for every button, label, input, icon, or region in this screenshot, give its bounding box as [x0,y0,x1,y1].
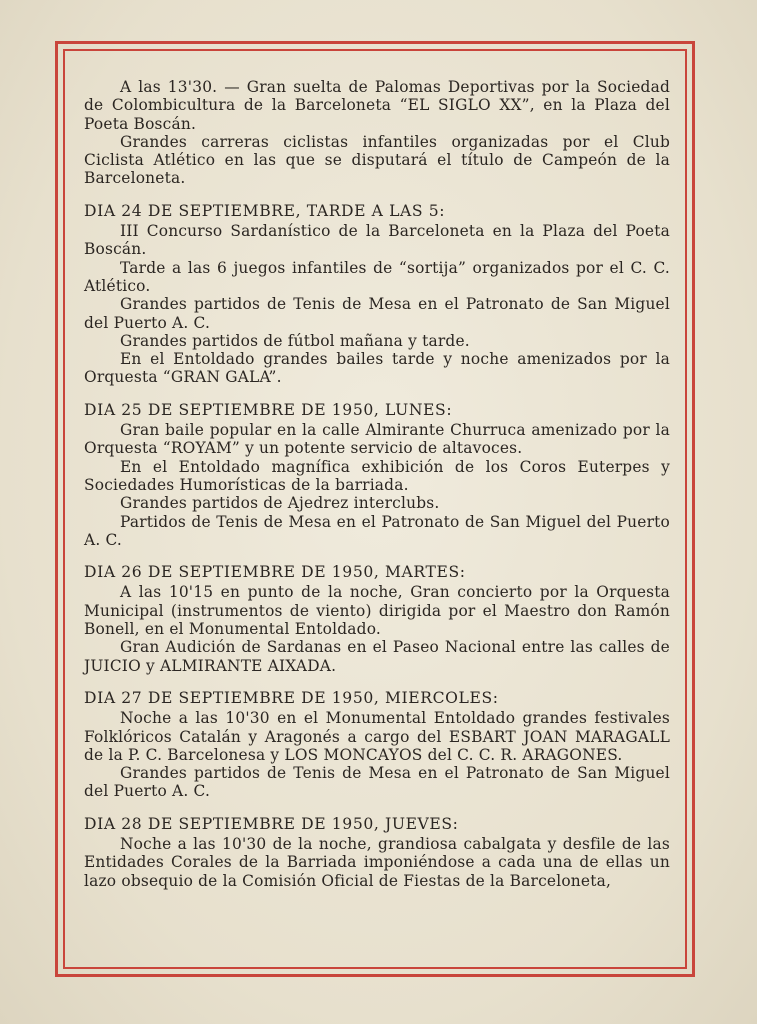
event-item: A las 10'15 en punto de la noche, Gran concierto por la Orquesta Municipal (instrumentos de viento) dirigida por el Maestro don Ramón Bonell, en el Monumental Entoldado. [84,583,670,639]
event-item: Grandes partidos de Tenis de Mesa en el Patronato de San Miguel del Puerto A. C. [84,295,670,332]
event-item: Tarde a las 6 juegos infantiles de “sortija” organizados por el C. C. Atlético. [84,258,670,295]
event-item: Partidos de Tenis de Mesa en el Patronato de San Miguel del Puerto A. C. [84,512,670,549]
event-item: Grandes partidos de fútbol mañana y tarde. [120,331,470,350]
day-section-26 [84,563,670,675]
event-item: Grandes partidos de Ajedrez interclubs. [120,494,440,513]
day-section-28 [84,815,670,890]
day-section-25 [84,401,670,549]
intro-paragraph-1: A las 13'30. — Gran suelta de Palomas Deportivas por la Sociedad de Colombicultura de la Barceloneta “EL SIGLO XX”, en la Plaza del Poeta Boscán. [84,78,670,133]
day-heading: DIA 27 DE SEPTIEMBRE DE 1950, MIERCOLES: [84,688,499,707]
event-item: Gran baile popular en la calle Almirante Churruca amenizado por la Orquesta “ROYAM” y un potente servicio de altavoces. [84,421,670,458]
day-section-27 [84,689,670,801]
day-heading: DIA 24 DE SEPTIEMBRE, TARDE A LAS 5: [84,201,446,220]
day-heading: DIA 26 DE SEPTIEMBRE DE 1950, MARTES: [84,563,466,582]
day-heading: DIA 25 DE SEPTIEMBRE DE 1950, LUNES: [84,400,453,419]
day-section-24 [84,202,670,387]
event-item: III Concurso Sardanístico de la Barceloneta en la Plaza del Poeta Boscán. [84,222,670,259]
intro-paragraph-2: Grandes carreras ciclistas infantiles organizadas por el Club Ciclista Atlético en las que se disputará el título de Campeón de la Barceloneta. [84,132,670,188]
event-item: En el Entoldado magnífica exhibición de los Coros Euterpes y Sociedades Humorísticas de la barriada. [84,457,670,494]
event-item: Noche a las 10'30 en el Monumental Entoldado grandes festivales Folklóricos Catalán y Aragonés a cargo del ESBART JOAN MARAGALL de la P. C. Barcelonesa y LOS MONCAYOS del C. C. R. ARAGONES. [84,709,670,764]
event-item: Gran Audición de Sardanas en el Paseo Nacional entre las calles de JUICIO y ALMIRANTE AIXADA. [84,638,670,675]
event-item: En el Entoldado grandes bailes tarde y noche amenizados por la Orquesta “GRAN GALA”. [84,350,670,387]
event-item: Grandes partidos de Tenis de Mesa en el Patronato de San Miguel del Puerto A. C. [84,764,670,801]
program-text [84,78,670,890]
day-heading: DIA 28 DE SEPTIEMBRE DE 1950, JUEVES: [84,814,459,833]
event-item: Noche a las 10'30 de la noche, grandiosa cabalgata y desfile de las Entidades Corales de la Barriada imponiéndose a cada una de ellas un lazo obsequio de la Comisión Oficial de Fiestas de la Barceloneta, [84,834,670,890]
